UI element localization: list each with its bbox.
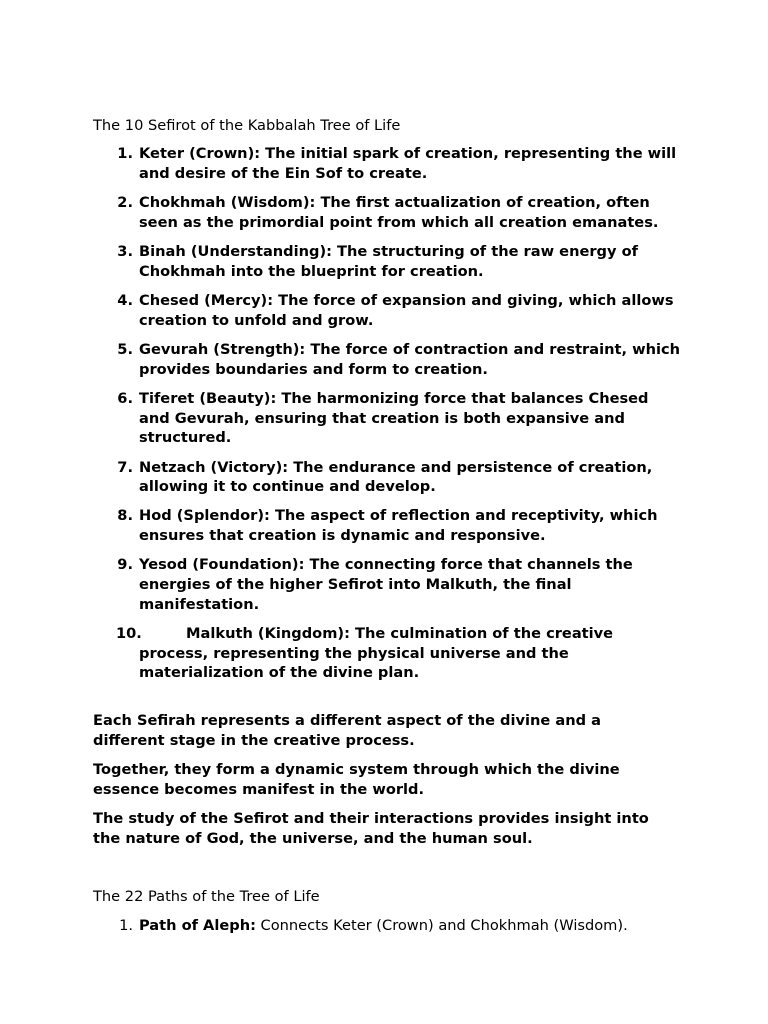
- path-name: Path of Aleph:: [139, 917, 256, 934]
- body-paragraph: Together, they form a dynamic system through which the divine essence becomes manifest in the world.: [93, 761, 620, 798]
- list-item-text: Chokhmah (Wisdom): The first actualization of creation, often seen as the primordial point from which all creation emanates.: [139, 193, 659, 231]
- list-number: 1.: [119, 917, 133, 934]
- list-item-text: Gevurah (Strength): The force of contraction and restraint, which provides boundaries and form to creation.: [139, 340, 681, 378]
- list-number: 2.: [117, 193, 133, 211]
- list-item: [0, 291, 684, 330]
- list-item: [0, 144, 684, 183]
- list-item-text: Malkuth (Kingdom): The culmination of the creative process, representing the physical universe and the materialization of the divine plan.: [139, 625, 614, 682]
- list-item-text: Netzach (Victory): The endurance and persistence of creation, allowing it to continue and develop.: [139, 458, 653, 496]
- path-description: Connects Keter (Crown) and Chokhmah (Wisdom).: [255, 917, 628, 934]
- list-item: [0, 389, 684, 448]
- list-item: [0, 458, 684, 497]
- list-number: 8.: [117, 507, 133, 525]
- list-number: 1.: [117, 145, 133, 162]
- list-item: [0, 916, 684, 936]
- list-number: 5.: [117, 340, 133, 358]
- list-item-text: Hod (Splendor): The aspect of reflection and receptivity, which ensures that creation is dynamic and responsive.: [139, 507, 658, 545]
- list-number: 7.: [117, 458, 133, 476]
- list-number: 6.: [117, 389, 133, 407]
- list-item-text: Keter (Crown): The initial spark of creation, representing the will and desire of the Ein Sof to create.: [139, 145, 677, 182]
- list-item-text: Binah (Understanding): The structuring of the raw energy of Chokhmah into the blueprint for creation.: [139, 242, 638, 280]
- list-item-text: Tiferet (Beauty): The harmonizing force that balances Chesed and Gevurah, ensuring that creation is both expansive and structured.: [139, 389, 649, 447]
- list-number: 9.: [117, 556, 133, 574]
- list-number: 10.: [116, 625, 142, 643]
- body-paragraph: The study of the Sefirot and their interactions provides insight into the nature of God, the universe, and the human soul.: [93, 810, 649, 847]
- sefirot-list: [0, 144, 768, 693]
- list-item: [0, 624, 684, 683]
- sefirot-heading: The 10 Sefirot of the Kabbalah Tree of Life: [93, 117, 401, 134]
- list-item-text: Yesod (Foundation): The connecting force that channels the energies of the higher Sefirot into Malkuth, the final manifestation.: [139, 556, 633, 613]
- paths-heading: The 22 Paths of the Tree of Life: [93, 888, 320, 905]
- list-item: [0, 340, 684, 379]
- body-paragraph: Each Sefirah represents a different aspect of the divine and a different stage in the creative process.: [93, 712, 602, 749]
- paths-list: [0, 916, 768, 936]
- list-item-text: Chesed (Mercy): The force of expansion and giving, which allows creation to unfold and grow.: [139, 291, 674, 329]
- list-number: 4.: [117, 291, 133, 309]
- list-item: [0, 193, 684, 232]
- list-item: [0, 555, 684, 614]
- list-item: [0, 242, 684, 281]
- list-item: [0, 506, 684, 545]
- list-number: 3.: [117, 242, 133, 260]
